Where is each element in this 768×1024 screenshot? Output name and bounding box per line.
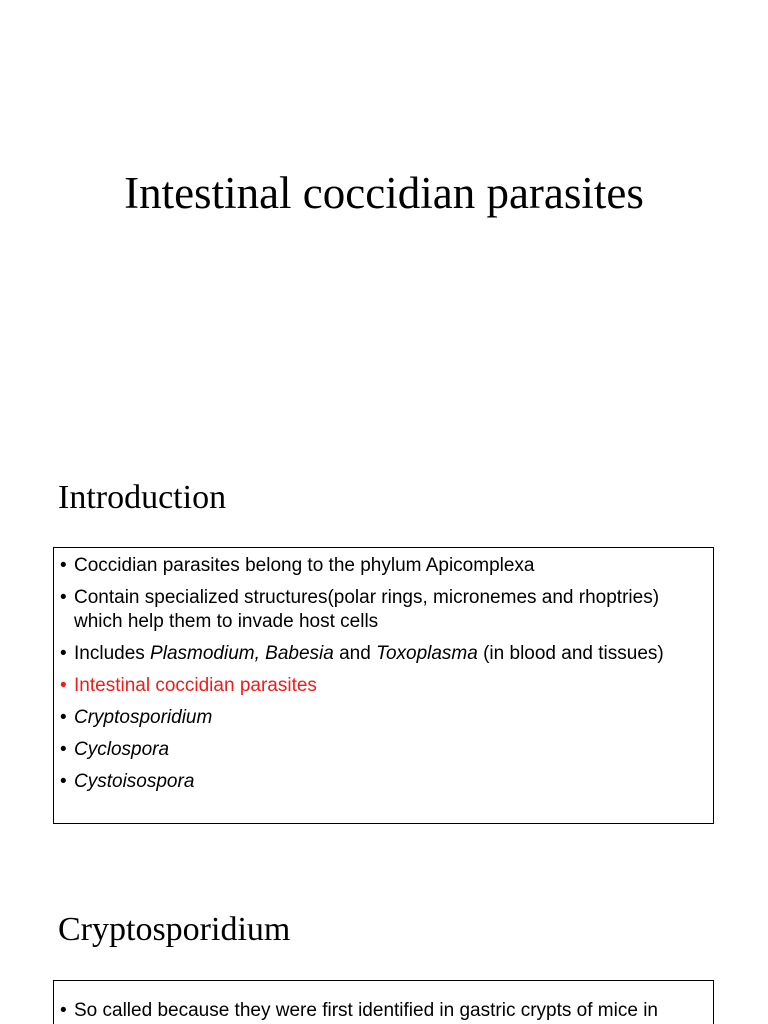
organism-names: Plasmodium, Babesia xyxy=(150,643,334,664)
organism-name-last: Toxoplasma xyxy=(376,643,478,664)
bullet-dot: • xyxy=(60,643,67,664)
cryptosporidium-bullet-list xyxy=(60,999,703,1023)
bullet-text-suffix: (in blood and tissues) xyxy=(477,643,664,664)
list-item xyxy=(60,642,703,666)
bullet-dot: • xyxy=(60,771,67,792)
introduction-bullet-box xyxy=(53,547,714,824)
list-item xyxy=(60,706,703,730)
bullet-text-joiner: and xyxy=(333,643,377,664)
cryptosporidium-bullet-box xyxy=(53,980,714,1024)
bullet-dot: • xyxy=(60,675,67,696)
bullet-dot: • xyxy=(60,739,67,760)
list-item xyxy=(60,554,703,578)
list-item xyxy=(60,770,703,794)
bullet-dot: • xyxy=(60,555,67,576)
list-item xyxy=(60,586,703,634)
bullet-text: Coccidian parasites belong to the phylum Apicomplexa xyxy=(74,555,535,576)
organism-name: Cyclospora xyxy=(74,739,170,760)
organism-name: Cryptosporidium xyxy=(74,707,213,728)
list-item xyxy=(60,738,703,762)
introduction-heading: Introduction xyxy=(58,479,227,516)
list-item-highlighted xyxy=(60,674,703,698)
bullet-dot: • xyxy=(60,587,67,608)
bullet-dot: • xyxy=(60,1000,67,1021)
bullet-text: So called because they were first identified in gastric crypts of mice in xyxy=(74,1000,658,1021)
introduction-bullet-list xyxy=(60,554,703,794)
bullet-text-prefix: Includes xyxy=(74,643,151,664)
bullet-dot: • xyxy=(60,707,67,728)
bullet-text: Intestinal coccidian parasites xyxy=(74,675,317,696)
list-item xyxy=(60,999,703,1023)
bullet-text: Contain specialized structures(polar rings, micronemes and rhoptries) which help them to invade host cells xyxy=(74,587,660,632)
slide-title: Intestinal coccidian parasites xyxy=(124,168,644,218)
cryptosporidium-heading: Cryptosporidium xyxy=(58,911,291,948)
organism-name: Cystoisospora xyxy=(74,771,195,792)
